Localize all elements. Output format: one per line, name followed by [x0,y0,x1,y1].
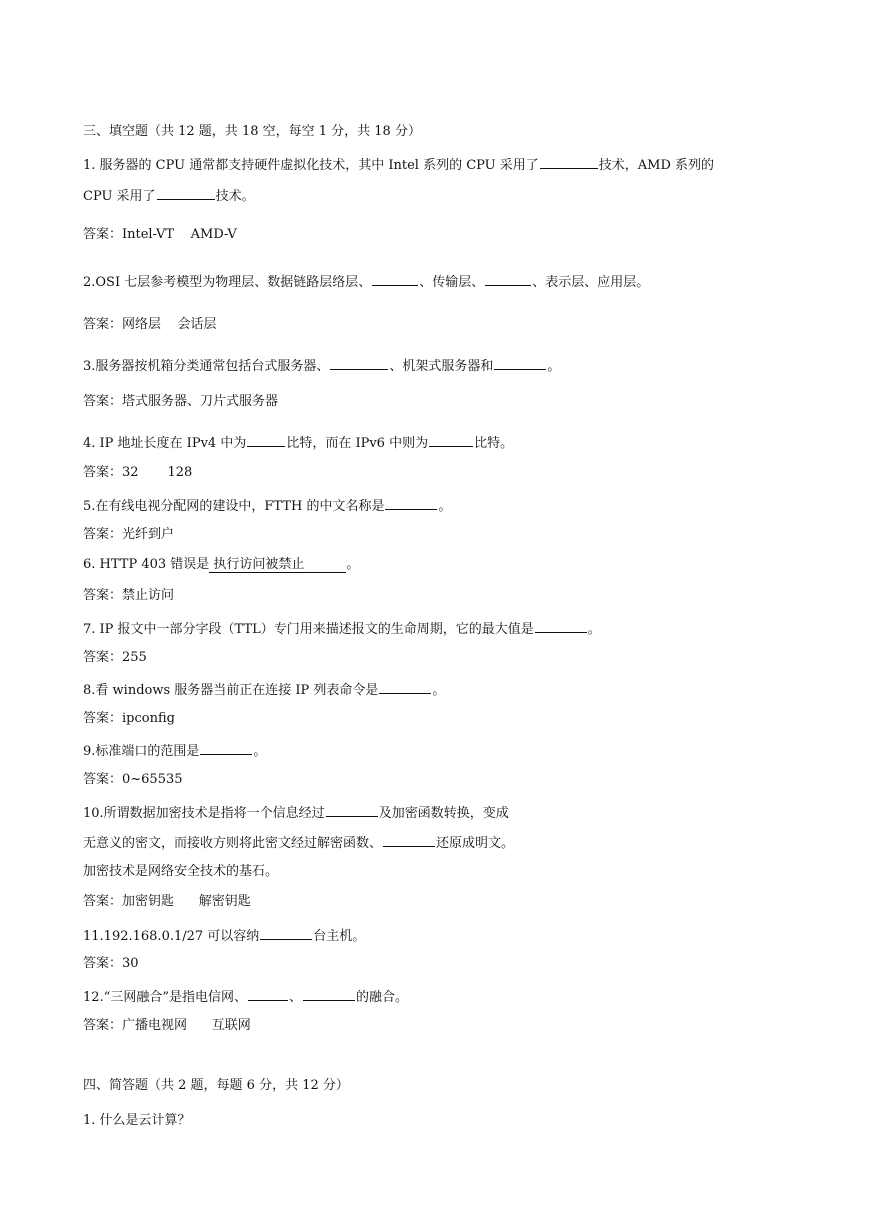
answer-blank[interactable] [157,185,215,200]
answer-11: 答案：30 [83,956,139,971]
answer-blank[interactable] [260,925,312,940]
answer-blank[interactable] [330,355,388,370]
question-11: 11.192.168.0.1/27 可以容纳 台主机。 [83,925,365,946]
answer-blank[interactable] [385,495,437,510]
question-6: 6. HTTP 403 错误是 执行访问被禁止 。 [83,557,360,572]
answer-blank[interactable] [485,271,531,286]
question-5: 5.在有线电视分配网的建设中，FTTH 的中文名称是 。 [83,495,452,516]
question-10: 10.所谓数据加密技术是指将一个信息经过 及加密函数转换，变成 [83,802,509,823]
question-7: 7. IP 报文中一部分字段（TTL）专门用来描述报文的生命周期，它的最大值是 。 [83,618,601,639]
question-1-cont: CPU 采用了 技术。 [83,185,255,206]
question-3: 3.服务器按机箱分类通常包括台式服务器、 、机架式服务器和 。 [83,355,560,376]
question-9: 9.标准端口的范围是 。 [83,740,266,761]
question-10-cont: 无意义的密文，而接收方则将此密文经过解密函数、 还原成明文。 [83,832,514,853]
answer-10: 答案：加密钥匙 解密钥匙 [83,894,251,909]
answer-7: 答案：255 [83,650,147,665]
answer-blank[interactable] [383,832,435,847]
answer-blank[interactable] [494,355,546,370]
answer-blank[interactable] [303,986,355,1001]
question-10-cont2: 加密技术是网络安全技术的基石。 [83,864,279,879]
answer-3: 答案：塔式服务器、刀片式服务器 [83,394,279,409]
question-2: 2.OSI 七层参考模型为物理层、数据链路层络层、 、传输层、 、表示层、应用层。 [83,271,649,292]
answer-blank[interactable] [200,740,252,755]
answer-blank[interactable] [379,679,431,694]
question-8: 8.看 windows 服务器当前正在连接 IP 列表命令是 。 [83,679,445,700]
answer-blank[interactable] [535,618,587,633]
answer-6: 答案：禁止访问 [83,588,175,603]
underlined-answer: 执行访问被禁止 [209,557,346,573]
answer-4: 答案：32 128 [83,465,193,480]
section3-heading: 三、填空题（共 12 题，共 18 空，每空 1 分，共 18 分） [83,124,421,139]
answer-5: 答案：光纤到户 [83,527,175,542]
answer-1: 答案：Intel-VT AMD-V [83,227,237,242]
answer-blank[interactable] [248,986,288,1001]
section4-heading: 四、简答题（共 2 题，每题 6 分，共 12 分） [83,1078,349,1093]
question-12: 12.“三网融合”是指电信网、 、 的融合。 [83,986,408,1007]
answer-12: 答案：广播电视网 互联网 [83,1018,251,1033]
answer-9: 答案：0~65535 [83,772,183,787]
answer-blank[interactable] [247,432,285,447]
question-1: 1. 服务器的 CPU 通常都支持硬件虚拟化技术，其中 Intel 系列的 CPU 采用了 技术，AMD 系列的 [83,154,714,175]
answer-blank[interactable] [326,802,378,817]
answer-8: 答案：ipconfig [83,711,175,726]
question-4: 4. IP 地址长度在 IPv4 中为 比特，而在 IPv6 中则为 比特。 [83,432,513,453]
answer-blank[interactable] [540,154,598,169]
question-s4-1: 1. 什么是云计算？ [83,1113,191,1128]
answer-blank[interactable] [429,432,473,447]
answer-blank[interactable] [372,271,418,286]
answer-2: 答案：网络层 会话层 [83,317,217,332]
